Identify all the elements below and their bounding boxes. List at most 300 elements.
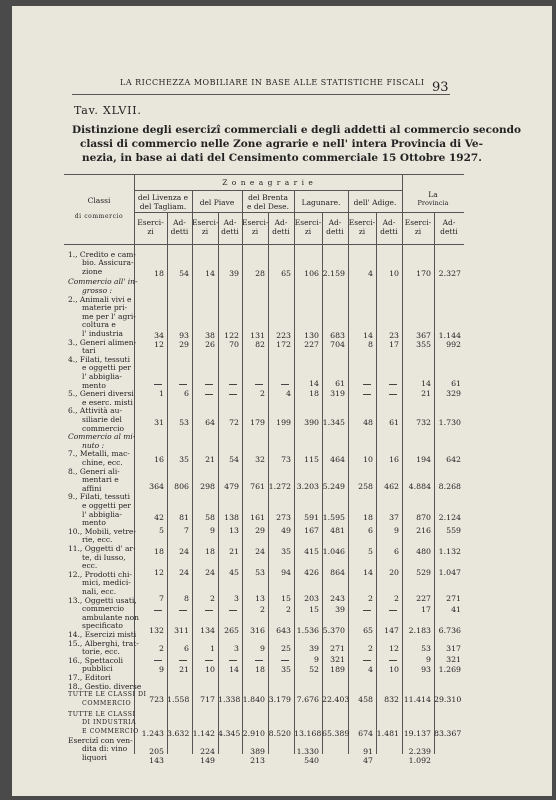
table-cell: 1.243 xyxy=(141,729,164,738)
subcolumn-header: zi xyxy=(414,227,422,236)
table-cell: 224 xyxy=(200,747,215,756)
subcolumn-header: Eserci- xyxy=(137,218,164,227)
table-cell: 35 xyxy=(281,665,291,674)
row-label: TUTTE LE CLASSI DI xyxy=(68,691,147,699)
table-cell: 18 xyxy=(205,547,215,556)
table-cell: 643 xyxy=(276,626,291,635)
row-label: 14., Esercizi misti xyxy=(68,630,137,639)
table-cell: 53 xyxy=(421,644,431,653)
table-cell: 321 xyxy=(330,655,345,664)
row-label: dita di: vino xyxy=(82,744,128,754)
table-cell: 28 xyxy=(255,269,265,278)
provincia-header: La xyxy=(428,190,438,199)
table-cell: 2 xyxy=(286,605,291,614)
table-cell: 9 xyxy=(210,526,215,535)
table-cell: 2 xyxy=(368,594,373,603)
table-cell: 227 xyxy=(416,594,431,603)
empty-cell-value xyxy=(348,389,373,398)
table-cell: 10 xyxy=(363,455,373,464)
subcolumn-header: zi xyxy=(251,227,259,236)
subcolumn-header: detti xyxy=(380,227,398,236)
empty-cell-value xyxy=(167,605,189,614)
table-cell: 53 xyxy=(255,568,265,577)
zone-agrarie-header: Z o n e a g r a r i e xyxy=(222,178,314,187)
empty-cell-value xyxy=(167,379,189,388)
table-cell: 115 xyxy=(304,455,319,464)
table-cell: 14 xyxy=(229,665,239,674)
table-cell: 2.327 xyxy=(438,269,461,278)
table-cell: 21 xyxy=(205,455,215,464)
table-cell: 2 xyxy=(260,389,265,398)
table-cell: 24 xyxy=(205,568,215,577)
table-cell: 3.632 xyxy=(167,729,190,738)
table-cell: 9 xyxy=(159,665,164,674)
table-cell: 10 xyxy=(389,269,399,278)
table-cell: 167 xyxy=(304,526,319,535)
table-cell: 17 xyxy=(421,605,431,614)
table-cell: 4.345 xyxy=(218,729,241,738)
row-label: 3., Generi alimen- xyxy=(68,337,137,347)
table-cell: 5 xyxy=(159,526,164,535)
table-cell: 54 xyxy=(229,455,239,464)
table-cell: 53 xyxy=(179,418,189,427)
row-label: 6., Attività au- xyxy=(68,406,122,416)
row-label: TUTTE LE CLASSI xyxy=(68,710,136,718)
table-cell: 1.840 xyxy=(242,695,265,704)
provincia-header: Provincia xyxy=(417,199,449,207)
table-rule-top xyxy=(64,174,464,175)
row-label: commercio xyxy=(82,604,125,614)
row-label: grosso : xyxy=(82,286,113,295)
row-label: E COMMERCIO xyxy=(82,728,139,735)
table-cell: 179 xyxy=(250,418,265,427)
table-cell: 91 xyxy=(363,747,373,756)
statistics-table xyxy=(64,174,464,765)
table-cell: 18 xyxy=(363,513,373,522)
table-cell: 34 xyxy=(154,331,164,340)
table-cell: 23 xyxy=(389,331,399,340)
table-cell: 70 xyxy=(229,340,239,349)
subcolumn-header: Eserci- xyxy=(294,218,322,227)
table-cell: 39 xyxy=(335,605,345,614)
caption-line: nezia, in base ai dati del Censimento commerciale 15 Ottobre 1927. xyxy=(82,152,482,164)
table-number: Tav. XLVII. xyxy=(74,104,142,117)
row-label: 12., Prodotti chi- xyxy=(68,569,132,579)
table-cell: 16 xyxy=(154,455,164,464)
table-cell: 9 xyxy=(260,644,265,653)
row-label: ecc. xyxy=(82,561,98,571)
table-cell: 1.481 xyxy=(376,729,399,738)
table-cell: 540 xyxy=(304,756,319,765)
table-cell: 45 xyxy=(229,568,239,577)
table-cell: 216 xyxy=(416,526,431,535)
table-cell: 83.367 xyxy=(434,729,462,738)
row-label: 7., Metalli, mac- xyxy=(68,449,130,459)
table-cell: 24 xyxy=(179,568,189,577)
table-cell: 131 xyxy=(250,331,265,340)
table-cell: 319 xyxy=(330,389,345,398)
table-cell: 199 xyxy=(276,418,291,427)
row-label: 2., Animali vivi e xyxy=(68,294,132,304)
row-label: COMMERCIO xyxy=(82,699,132,707)
table-cell: 2 xyxy=(210,594,215,603)
table-cell: 6.736 xyxy=(438,626,461,635)
table-cell: 1 xyxy=(159,389,164,398)
header-rule xyxy=(72,94,450,95)
table-cell: 3 xyxy=(234,644,239,653)
table-cell: 273 xyxy=(276,513,291,522)
table-cell: 194 xyxy=(416,455,431,464)
page-number: 93 xyxy=(432,80,449,95)
table-cell: 94 xyxy=(281,568,291,577)
row-label: 5., Generi diversi xyxy=(68,389,134,399)
table-cell: 870 xyxy=(416,513,431,522)
table-cell: 35 xyxy=(179,455,189,464)
zone-name: del Tagliam. xyxy=(139,202,187,211)
table-cell: 683 xyxy=(330,331,345,340)
table-cell: 52 xyxy=(309,665,319,674)
table-cell: 205 xyxy=(149,747,164,756)
subcolumn-header: detti xyxy=(272,227,290,236)
table-cell: 864 xyxy=(330,568,345,577)
table-cell: 355 xyxy=(416,340,431,349)
subcolumn-header: Ad- xyxy=(274,218,288,227)
subcolumn-header: zi xyxy=(201,227,209,236)
table-cell: 7 xyxy=(159,594,164,603)
row-label: mici, medici- xyxy=(82,578,131,588)
subcolumn-header: zi xyxy=(304,227,312,236)
subcolumn-header: Ad- xyxy=(328,218,342,227)
table-cell: 5.370 xyxy=(322,626,345,635)
subcolumn-header: Ad- xyxy=(442,218,456,227)
subcolumn-header: Eserci- xyxy=(242,218,269,227)
row-label: DI INDUSTRIA xyxy=(82,719,137,727)
table-cell: 591 xyxy=(304,513,319,522)
table-cell: 480 xyxy=(416,547,431,556)
row-label: affini xyxy=(82,483,102,493)
table-cell: 6 xyxy=(184,644,189,653)
table-cell: 458 xyxy=(358,695,373,704)
table-cell: 415 xyxy=(304,547,319,556)
table-cell: 14 xyxy=(363,568,373,577)
zone-name: dell' Adige. xyxy=(353,198,397,207)
table-cell: 203 xyxy=(304,594,319,603)
table-cell: 82 xyxy=(255,340,265,349)
row-label: e eserc. misti xyxy=(82,397,133,407)
table-cell: 47 xyxy=(363,756,373,765)
table-cell: 390 xyxy=(304,418,319,427)
row-label: nali, ecc. xyxy=(82,587,117,596)
empty-cell-value xyxy=(218,655,239,664)
table-cell: 1.730 xyxy=(438,418,461,427)
table-cell: 223 xyxy=(276,331,291,340)
table-cell: 321 xyxy=(446,655,461,664)
table-cell: 1.536 xyxy=(296,626,319,635)
table-cell: 3 xyxy=(234,594,239,603)
zone-name: e del Dese. xyxy=(247,202,289,211)
table-cell: 4 xyxy=(368,665,373,674)
row-label: tari xyxy=(82,346,96,356)
table-cell: 529 xyxy=(416,568,431,577)
table-cell: 674 xyxy=(358,729,373,738)
empty-cell-value xyxy=(268,379,291,388)
table-cell: 8.520 xyxy=(268,729,291,738)
table-cell: 138 xyxy=(224,513,239,522)
empty-cell-value xyxy=(376,389,399,398)
row-label: rie, ecc. xyxy=(82,535,113,545)
table-cell: 8 xyxy=(184,594,189,603)
table-cell: 2.159 xyxy=(322,269,345,278)
table-cell: 29 xyxy=(255,526,265,535)
table-cell: 106 xyxy=(304,269,319,278)
table-cell: 1.272 xyxy=(268,482,291,491)
table-cell: 48 xyxy=(363,418,373,427)
table-cell: 213 xyxy=(250,756,265,765)
table-cell: 14 xyxy=(421,379,431,388)
table-cell: 12 xyxy=(154,340,164,349)
row-label: nuto : xyxy=(82,440,105,450)
empty-cell-value xyxy=(376,605,399,614)
caption-line: classi di commercio nelle Zone agrarie e nell' intera Provincia di Ve- xyxy=(80,138,483,150)
table-cell: 723 xyxy=(149,695,164,704)
table-cell: 24 xyxy=(179,547,189,556)
table-cell: 147 xyxy=(384,626,399,635)
empty-cell-value xyxy=(376,655,399,664)
table-cell: 464 xyxy=(330,455,345,464)
row-label: mento xyxy=(82,380,106,390)
table-cell: 6 xyxy=(368,526,373,535)
classes-header: di commercio xyxy=(74,213,124,220)
row-label: 4., Filati, tessuti xyxy=(68,354,130,364)
table-cell: 18 xyxy=(154,269,164,278)
row-label: ambulante non xyxy=(82,612,139,622)
table-cell: 389 xyxy=(250,747,265,756)
table-cell: 4 xyxy=(286,389,291,398)
table-cell: 11.414 xyxy=(403,695,431,704)
table-cell: 143 xyxy=(149,756,164,765)
table-cell: 9 xyxy=(426,655,431,664)
table-cell: 2.183 xyxy=(408,626,431,635)
table-cell: 481 xyxy=(330,526,345,535)
table-cell: 61 xyxy=(389,418,399,427)
zone-name: del Livenza e xyxy=(137,193,189,202)
table-cell: 65 xyxy=(281,269,291,278)
table-cell: 29 xyxy=(179,340,189,349)
row-label: 10., Mobili, vetre- xyxy=(68,526,136,536)
table-cell: 1.595 xyxy=(322,513,345,522)
table-cell: 189 xyxy=(330,665,345,674)
table-cell: 37 xyxy=(389,513,399,522)
table-cell: 73 xyxy=(281,455,291,464)
table-cell: 61 xyxy=(335,379,345,388)
table-cell: 18 xyxy=(309,389,319,398)
table-cell: 1.046 xyxy=(322,547,345,556)
row-label: l' abbiglia- xyxy=(82,509,122,519)
table-cell: 258 xyxy=(358,482,373,491)
table-cell: 2 xyxy=(394,594,399,603)
row-label: zione xyxy=(82,267,103,276)
subcolumn-header: zi xyxy=(147,227,154,236)
table-cell: 49 xyxy=(281,526,291,535)
subcolumn-header: detti xyxy=(221,227,239,236)
table-cell: 41 xyxy=(451,605,461,614)
table-cell: 18 xyxy=(154,547,164,556)
zone-name: del Piave xyxy=(199,198,235,207)
empty-cell-value xyxy=(134,605,164,614)
row-label: 16., Spettacoli xyxy=(68,655,124,665)
table-cell: 3.203 xyxy=(296,482,319,491)
table-cell: 462 xyxy=(384,482,399,491)
table-cell: 161 xyxy=(250,513,265,522)
table-cell: 298 xyxy=(200,482,215,491)
table-cell: 1.092 xyxy=(408,756,431,765)
book-page xyxy=(12,6,552,796)
table-cell: 3.179 xyxy=(268,695,291,704)
table-cell: 20 xyxy=(389,568,399,577)
row-label: te, di lusso, xyxy=(82,552,126,562)
subcolumn-header: Eserci- xyxy=(348,218,376,227)
row-label: 13., Oggetti usati, xyxy=(68,595,137,605)
row-label: l' abbiglia- xyxy=(82,372,122,381)
table-cell: 35 xyxy=(281,547,291,556)
row-label: 8., Generi ali- xyxy=(68,466,120,476)
row-label: 1., Credito e cam- xyxy=(68,249,136,259)
table-cell: 4.884 xyxy=(408,482,431,491)
subcolumn-header: Ad- xyxy=(382,218,396,227)
table-cell: 2 xyxy=(368,644,373,653)
table-cell: 72 xyxy=(229,418,239,427)
table-cell: 15 xyxy=(281,594,291,603)
table-cell: 14 xyxy=(309,379,319,388)
caption-line: Distinzione degli esercizî commerciali e degli addetti al commercio secondo xyxy=(72,124,521,136)
table-cell: 12 xyxy=(389,644,399,653)
subcolumn-header: Eserci- xyxy=(404,218,432,227)
row-label: 11., Oggetti d' ar- xyxy=(68,544,136,553)
table-cell: 39 xyxy=(229,269,239,278)
table-cell: 732 xyxy=(416,418,431,427)
table-cell: 13.168 xyxy=(294,729,322,738)
subcolumn-header: detti xyxy=(170,227,189,236)
table-cell: 64 xyxy=(205,418,215,427)
table-cell: 21 xyxy=(229,547,239,556)
table-cell: 172 xyxy=(276,340,291,349)
empty-cell-value xyxy=(348,605,373,614)
empty-cell-value xyxy=(192,655,215,664)
table-cell: 93 xyxy=(179,331,189,340)
table-cell: 1.142 xyxy=(192,729,215,738)
row-label: Commercio all' in- xyxy=(68,277,138,287)
table-caption xyxy=(72,123,521,165)
row-label: e oggetti per xyxy=(82,501,132,510)
empty-cell-value xyxy=(268,655,291,664)
table-cell: 1 xyxy=(210,644,215,653)
subcolumn-header: zi xyxy=(358,227,366,236)
table-cell: 1.144 xyxy=(438,331,461,340)
empty-cell-value xyxy=(242,379,265,388)
table-cell: 317 xyxy=(446,644,461,653)
table-cell: 10 xyxy=(389,665,399,674)
table-cell: 65 xyxy=(363,626,373,635)
empty-cell-value xyxy=(376,379,399,388)
row-label: bio. Assicura- xyxy=(82,258,134,268)
empty-cell-value xyxy=(167,655,189,664)
table-cell: 65.389 xyxy=(322,729,350,738)
table-cell: 130 xyxy=(304,331,319,340)
table-cell: 704 xyxy=(330,340,345,349)
table-cell: 5.249 xyxy=(322,482,345,491)
row-label: e oggetti per xyxy=(82,363,132,373)
table-cell: 132 xyxy=(149,626,164,635)
empty-cell-value xyxy=(348,379,373,388)
table-cell: 22.403 xyxy=(322,695,350,704)
table-cell: 6 xyxy=(184,389,189,398)
table-cell: 54 xyxy=(179,269,189,278)
row-label: torie, ecc. xyxy=(82,647,120,657)
table-cell: 1.338 xyxy=(218,695,241,704)
row-label: l' industria xyxy=(82,329,124,338)
table-cell: 38 xyxy=(205,331,215,340)
table-cell: 42 xyxy=(154,513,164,522)
table-cell: 1.047 xyxy=(438,568,461,577)
row-label: liquori xyxy=(82,752,107,762)
table-cell: 559 xyxy=(446,526,461,535)
table-cell: 2.910 xyxy=(242,729,265,738)
row-label: mento xyxy=(82,518,106,528)
empty-cell-value xyxy=(192,379,215,388)
table-cell: 32 xyxy=(255,455,265,464)
table-cell: 21 xyxy=(421,389,431,398)
table-cell: 61 xyxy=(451,379,461,388)
table-cell: 81 xyxy=(179,513,189,522)
table-cell: 5 xyxy=(368,547,373,556)
table-cell: 15 xyxy=(309,605,319,614)
table-cell: 2.239 xyxy=(408,747,431,756)
empty-cell-value xyxy=(192,605,215,614)
row-label: coltura e xyxy=(82,320,116,330)
table-cell: 25 xyxy=(281,644,291,653)
table-cell: 13 xyxy=(229,526,239,535)
zone-name: del Brenta xyxy=(248,193,288,202)
table-cell: 642 xyxy=(446,455,461,464)
empty-cell-value xyxy=(134,655,164,664)
empty-cell-value xyxy=(218,605,239,614)
table-cell: 58 xyxy=(205,513,215,522)
table-cell: 39 xyxy=(309,644,319,653)
table-cell: 93 xyxy=(421,665,431,674)
subcolumn-header: Ad- xyxy=(173,218,186,227)
table-cell: 2.124 xyxy=(438,513,461,522)
empty-cell-value xyxy=(218,379,239,388)
table-rule-head xyxy=(64,244,464,245)
table-cell: 18 xyxy=(255,665,265,674)
row-label: mentari e xyxy=(82,475,119,485)
table-cell: 992 xyxy=(446,340,461,349)
table-cell: 271 xyxy=(446,594,461,603)
table-cell: 761 xyxy=(250,482,265,491)
table-cell: 12 xyxy=(154,568,164,577)
row-label: Commercio al mi- xyxy=(68,432,136,442)
table-cell: 24 xyxy=(255,547,265,556)
table-cell: 329 xyxy=(446,389,461,398)
table-cell: 2 xyxy=(159,644,164,653)
row-label: 9., Filati, tessuti xyxy=(68,492,130,502)
table-cell: 717 xyxy=(200,695,215,704)
table-cell: 19.137 xyxy=(403,729,431,738)
table-cell: 265 xyxy=(224,626,239,635)
empty-cell-value xyxy=(218,389,239,398)
empty-cell-value xyxy=(134,379,164,388)
row-label: siliarie del xyxy=(82,415,122,424)
